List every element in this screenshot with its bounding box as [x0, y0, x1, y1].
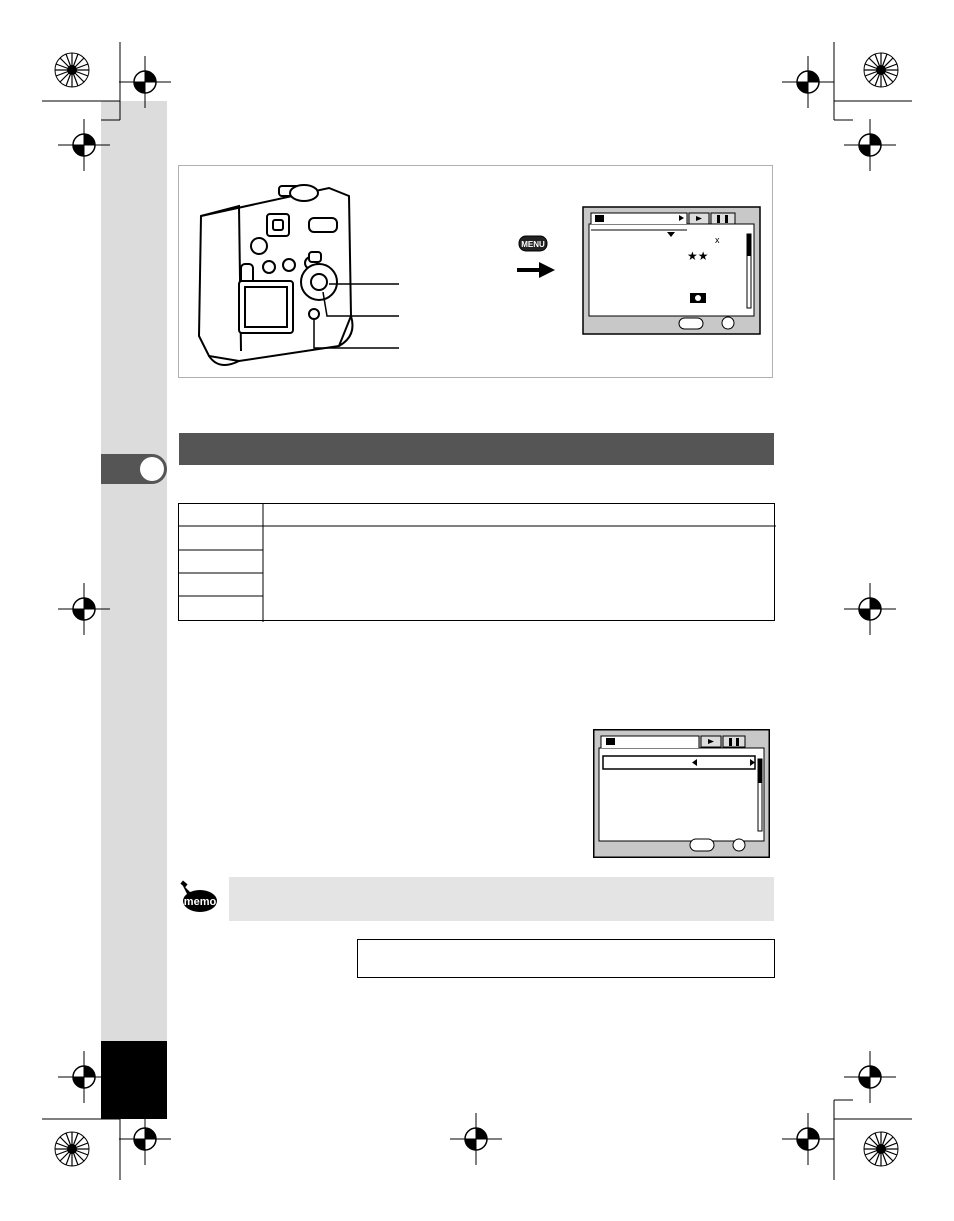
- lcd-quality-stars: ★★: [687, 249, 709, 263]
- chapter-sidebar: [101, 101, 167, 1041]
- memo-box: [229, 877, 774, 921]
- camera-illustration: [179, 166, 774, 379]
- chapter-marker: [140, 457, 164, 481]
- lcd-screen-rec-menu: [583, 207, 760, 334]
- lcd-small-mark: x: [715, 235, 720, 245]
- reference-box: [357, 939, 775, 978]
- memo-icon-label: memo: [183, 896, 217, 908]
- settings-table: [178, 503, 775, 621]
- camera-figure: [178, 165, 773, 378]
- menu-button-icon: [519, 236, 547, 251]
- chapter-tab: [101, 454, 167, 484]
- arrow-right-icon: [517, 262, 555, 278]
- page-corner-block: [101, 1041, 167, 1119]
- lcd-screen-option-select: [593, 729, 770, 858]
- section-heading-bar: [179, 433, 774, 465]
- menu-button-label: MENU: [521, 240, 545, 249]
- camera-body-icon: [199, 185, 353, 365]
- memo-icon: [178, 880, 218, 914]
- settings-table-grid: [179, 504, 776, 622]
